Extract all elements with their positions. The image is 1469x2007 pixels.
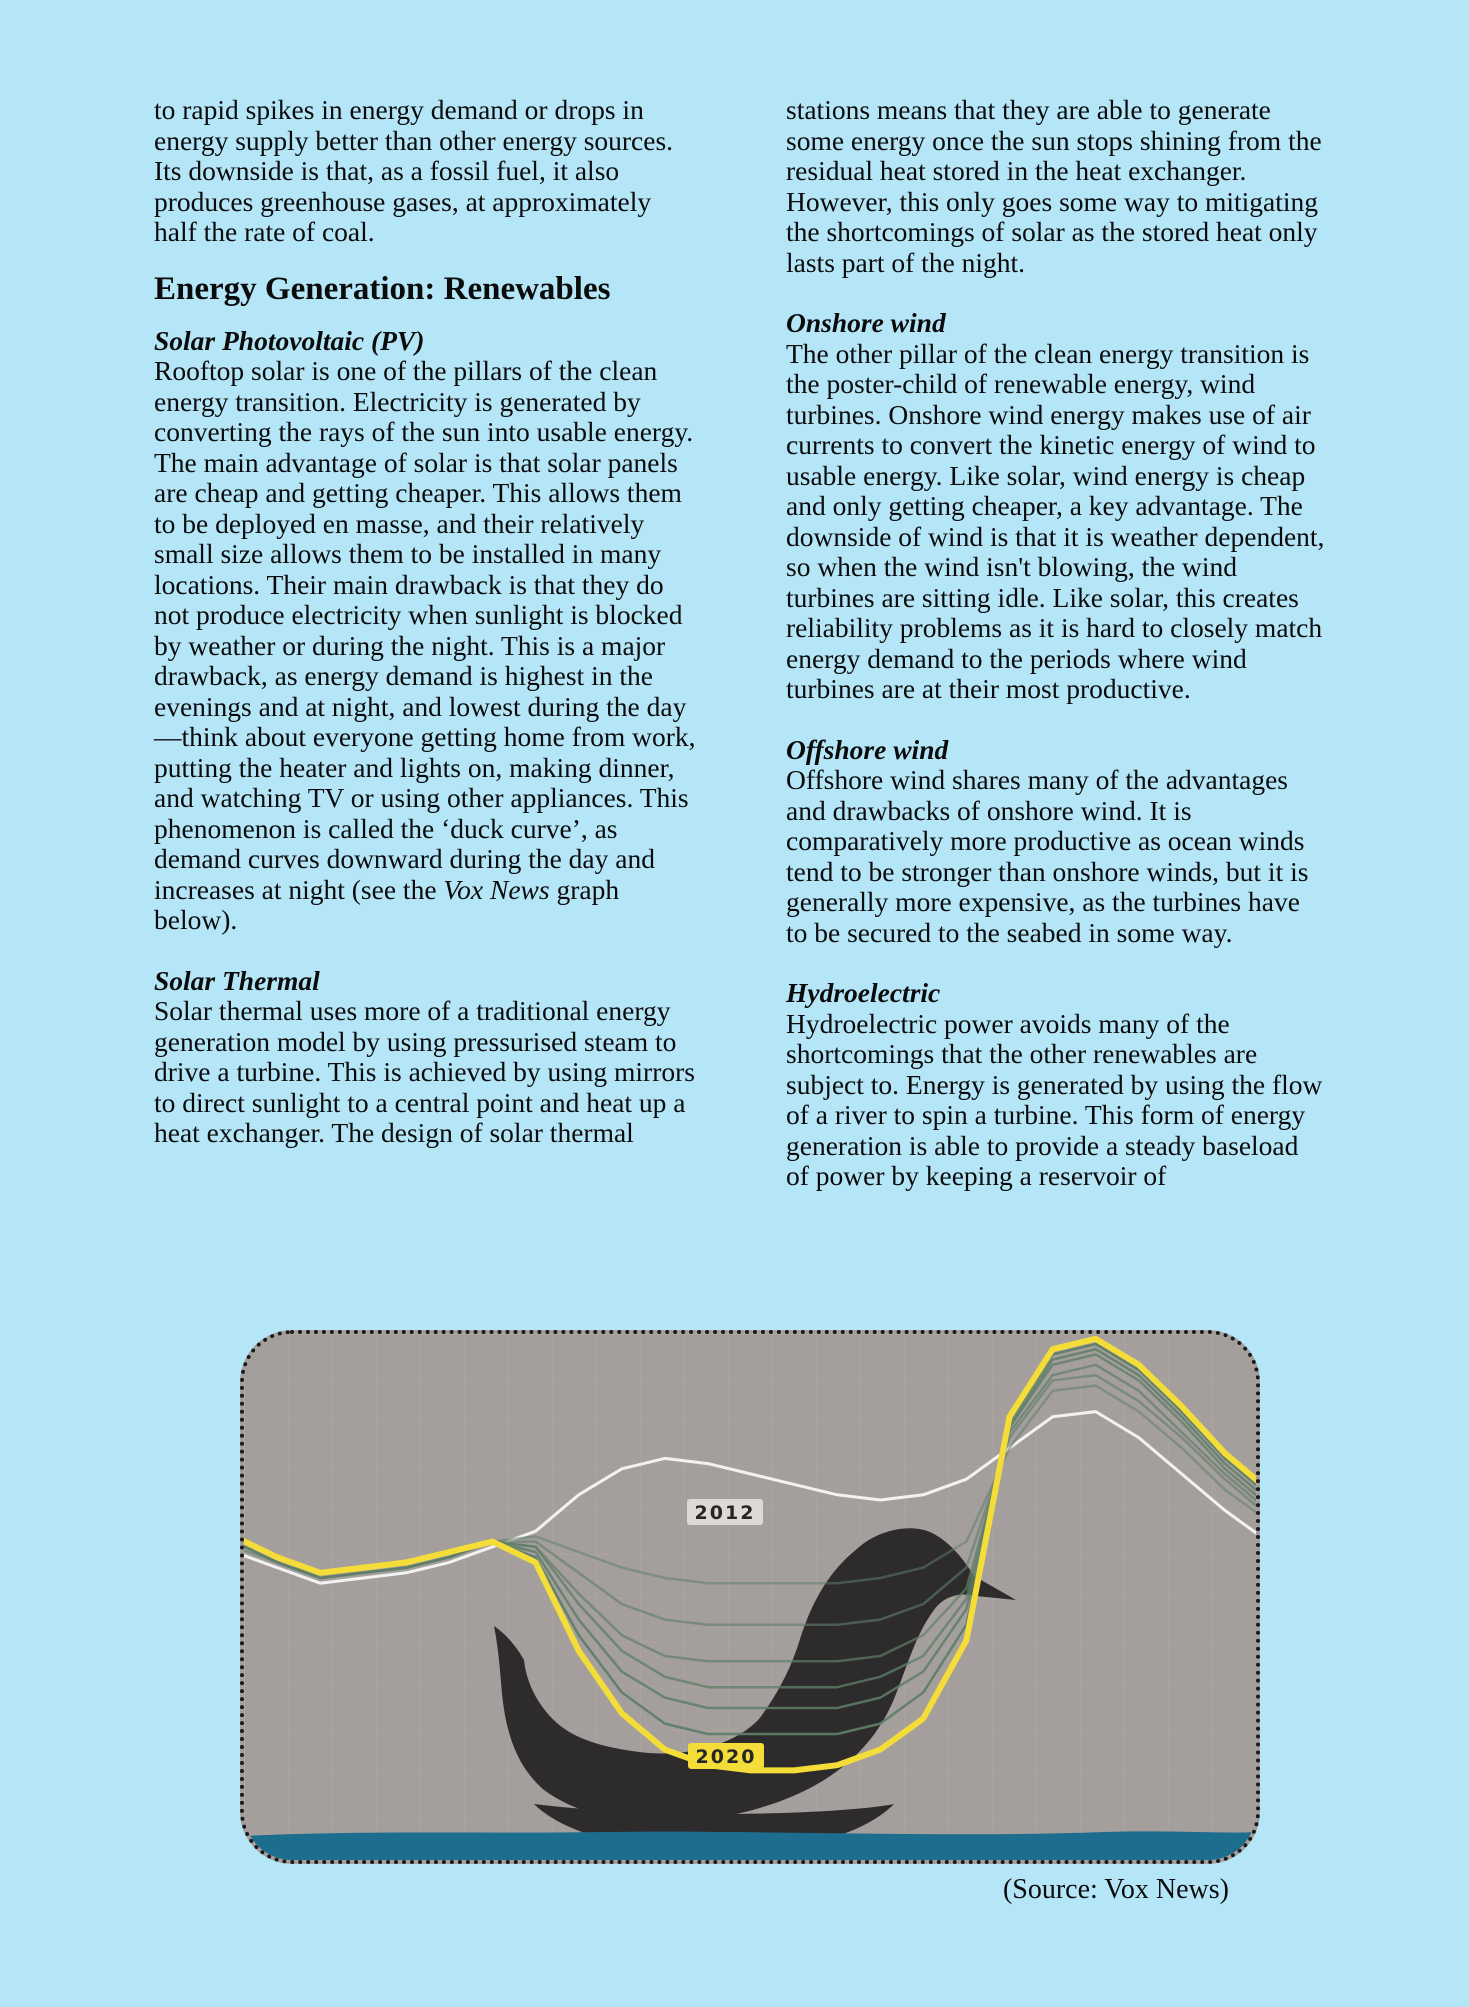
solar-thermal-section [154,966,699,1149]
onshore-wind-body: The other pillar of the clean energy transition is the poster-child of renewable energy, wind turbines. Onshore wind energy makes use of air currents to convert the kinetic energy of wind to usable energy. Like solar, wind energy is cheap and only getting cheaper, a key advantage. The downside of wind is that it is weather dependent, so when the wind isn't blowing, the wind turbines are sitting idle. Like solar, this creates reliability problems as it is hard to closely match energy demand to the periods where wind turbines are at their most productive. [786,337,1325,704]
right-intro-paragraph: stations means that they are able to generate some energy once the sun stops shining from the residual heat stored in the heat exchanger. However, this only goes some way to mitigating the shortcomings of solar as the stored heat only lasts part of the night. [786,94,1322,278]
onshore-wind-heading: Onshore wind [786,307,946,338]
water-band [244,1831,1256,1860]
label-2012-tag [687,1499,763,1525]
right-column [786,95,1326,1192]
section-title: Energy Generation: Renewables [154,270,611,307]
hydroelectric-body: Hydroelectric power avoids many of the shortcomings that the other renewables are subject to. Energy is generated by using the flow of a river to spin a turbine. This form of energy generation is able to provide a steady baseload of power by keeping a reservoir of [786,1007,1323,1191]
solar-pv-heading: Solar Photovoltaic (PV) [154,324,425,356]
left-column [154,95,699,1149]
onshore-wind-section [786,308,1326,705]
label-2020-tag [688,1743,764,1769]
hydroelectric-section [786,978,1326,1192]
label-2012: 2012 [694,1502,756,1524]
vox-news-emphasis: Vox News [443,873,550,905]
solar-pv-body: Rooftop solar is one of the pillars of the clean energy transition. Electricity is generated by converting the rays of the sun into usable energy. The main advantage of solar is that solar panels are cheap and getting cheaper. This allows them to be deployed en masse, and their relatively small size allows them to be installed in many locations. Their main drawback is that they do not produce electricity when sunlight is blocked by weather or during the night. This is a major drawback, as energy demand is highest in the evenings and at night, and lowest during the day—think about everyone getting home from work, putting the heater and lights on, making dinner, and watching TV or using other appliances. This phenomenon is called the ‘duck curve’, as demand curves downward during the day and increases at night (see the Vox News graph below). [154,355,696,935]
figure-caption: (Source: Vox News) [1002,1874,1229,1905]
duck-curve-chart [244,1334,1256,1860]
duck-curve-figure [240,1330,1260,1864]
offshore-wind-body: Offshore wind shares many of the advantages and drawbacks of onshore wind. It is comparatively more productive as ocean winds tend to be stronger than onshore winds, but it is generally more expensive, as the turbines have to be secured to the seabed in some way. [786,764,1309,948]
hydroelectric-heading: Hydroelectric [786,977,941,1008]
solar-pv-section [154,326,699,936]
offshore-wind-section [786,735,1326,949]
left-intro-paragraph: to rapid spikes in energy demand or drops in energy supply better than other energy sources. Its downside is that, as a fossil fuel, it also produces greenhouse gases, at approximately half the rate of coal. [154,94,674,247]
solar-thermal-body: Solar thermal uses more of a traditional energy generation model by using pressurised steam to drive a turbine. This is achieved by using mirrors to direct sunlight to a central point and heat up a heat exchanger. The design of solar thermal [154,995,695,1148]
solar-thermal-heading: Solar Thermal [154,964,320,996]
label-2020: 2020 [695,1746,757,1768]
offshore-wind-heading: Offshore wind [786,733,949,765]
